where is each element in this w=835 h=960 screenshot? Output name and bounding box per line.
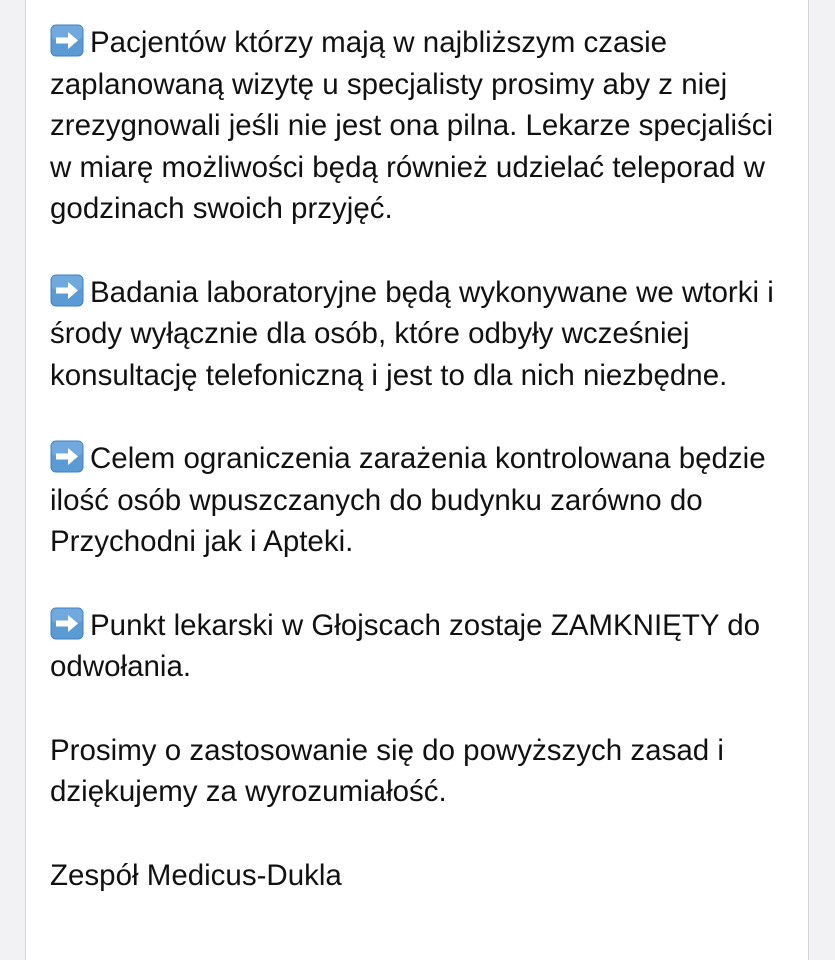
right-arrow-icon bbox=[50, 274, 84, 307]
signature: Zespół Medicus-Dukla bbox=[50, 858, 342, 892]
paragraph-point-closed bbox=[50, 605, 800, 688]
message-body bbox=[50, 22, 800, 938]
paragraph-text: Punkt lekarski w Głojscach zostaje ZAMKNIĘTY do odwołania. bbox=[50, 608, 761, 683]
paragraph-building-limit bbox=[50, 438, 800, 563]
paragraph-text: Celem ograniczenia zarażenia kontrolowana będzie ilość osób wpuszczanych do budynku zarówno do Przychodni jak i Apteki. bbox=[50, 442, 766, 558]
right-arrow-icon bbox=[50, 440, 84, 473]
paragraph-specialist-visits bbox=[50, 22, 800, 230]
message-card bbox=[25, 0, 809, 960]
closing-text: Prosimy o zastosowanie się do powyższych zasad i dziękujemy za wyrozumiałość. bbox=[50, 733, 724, 808]
right-arrow-icon bbox=[50, 24, 84, 57]
paragraph-text: Badania laboratoryjne będą wykonywane we wtorki i środy wyłącznie dla osób, które odbyły wcześniej konsultację telefoniczną i jest to dla nich niezbędne. bbox=[50, 275, 774, 392]
right-arrow-icon bbox=[50, 607, 84, 640]
paragraph-lab-tests bbox=[50, 272, 800, 397]
paragraph-text: Pacjentów którzy mają w najbliższym czasie zaplanowaną wizytę u specjalisty prosimy aby z niej zrezygnowali jeśli nie jest ona pilna. Lekarze specjaliści w miarę możliwości będą również udzielać teleporad w godzinach swoich przyjęć. bbox=[50, 26, 774, 225]
